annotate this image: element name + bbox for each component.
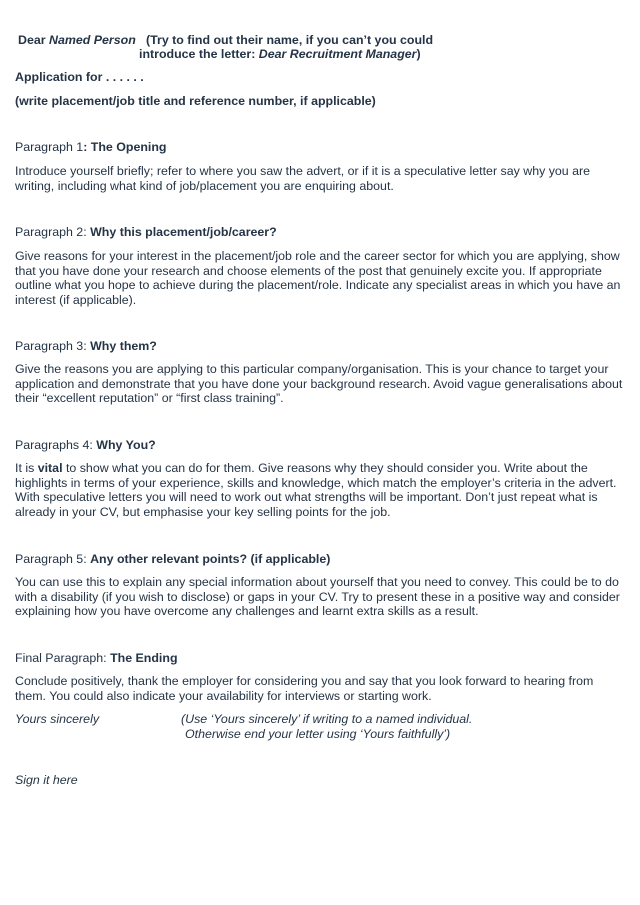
section-label: Paragraphs 4: [15, 438, 97, 452]
salutation-alternative: Dear Recruitment Manager [258, 47, 417, 61]
valediction-note-line-2: Otherwise end your letter using ‘Yours faithfully’) [185, 727, 451, 741]
salutation-instruction-text: introduce the letter: [139, 47, 259, 61]
section-label: Paragraph 3: [15, 339, 91, 353]
section-heading-why-them [15, 339, 625, 354]
salutation-named-person: Named Person [49, 33, 136, 47]
section-body-why-them: Give the reasons you are applying to this particular company/organisation. This is your chance to target your application and demonstrate that you have done your background research. Avoid vague generalisations about their “excellent reputation” or “first class training”. [15, 362, 623, 406]
section-label: Final Paragraph: [15, 651, 111, 665]
section-body-other-points: You can use this to explain any special information about yourself that you need to convey. This could be to do with a disability (if you wish to disclose) or gaps in your CV. Try to present these in a positive way and consider explaining how you have overcome any challenges and learnt extra skills as a result. [15, 575, 620, 619]
application-line: Application for . . . . . . [15, 70, 144, 84]
section-title: Any other relevant points? (if applicable) [90, 552, 331, 566]
section-body-opening: Introduce yourself briefly; refer to where you saw the advert, or if it is a speculative letter say why you are writing, including what kind of job/placement you are enquiring about. [15, 164, 591, 193]
signature-placeholder: Sign it here [15, 773, 78, 787]
section-title: The Ending [110, 651, 178, 665]
salutation-dear: Dear [18, 33, 46, 47]
salutation-instruction-line-1: (Try to find out their name, if you can’t you could [146, 33, 434, 47]
section-heading-ending [15, 651, 625, 666]
section-label: Paragraph 2: [15, 225, 91, 239]
section-heading-why-you [15, 438, 625, 453]
section-label: Paragraph 5: [15, 552, 91, 566]
section-body-why-you [15, 461, 625, 519]
salutation-instruction-close: ) [416, 47, 421, 61]
section-label: Paragraph 1 [15, 140, 84, 154]
application-note: (write placement/job title and reference number, if applicable) [15, 94, 376, 108]
section-title: Why them? [90, 339, 157, 353]
salutation-instruction-line-2 [139, 47, 421, 62]
section-title: Why You? [96, 438, 156, 452]
body-text: It is [15, 461, 38, 475]
valediction-note-line-1: (Use ‘Yours sincerely’ if writing to a named individual. [181, 712, 473, 726]
body-text: to show what you can do for them. Give reasons why they should consider you. Write about the highlights in terms of your experience, skills and knowledge, which match the employer’s criteria in the advert. With speculative letters you will need to work out what strengths will be important. Don’t just repeat what is already in your CV, but emphasise your key selling points for the job. [15, 461, 617, 519]
emphasis-vital: vital [37, 461, 63, 475]
section-body-ending: Conclude positively, thank the employer for considering you and say that you look forward to hearing from them. You could also indicate your availability for interviews or starting work. [15, 674, 594, 703]
salutation [18, 33, 136, 48]
section-title: Why this placement/job/career? [90, 225, 277, 239]
section-heading-other-points [15, 552, 625, 567]
section-heading-opening [15, 140, 625, 155]
valediction: Yours sincerely [15, 712, 100, 726]
section-body-why-placement: Give reasons for your interest in the placement/job role and the career sector for which you are applying, show that you have done your research and choose elements of the post that genuinely excite you. If appropriate outline what you hope to achieve during the placement/role. Indicate any specialist areas in which you have an interest (if applicable). [15, 249, 621, 307]
section-heading-why-placement [15, 225, 625, 240]
section-title: : The Opening [83, 140, 167, 154]
